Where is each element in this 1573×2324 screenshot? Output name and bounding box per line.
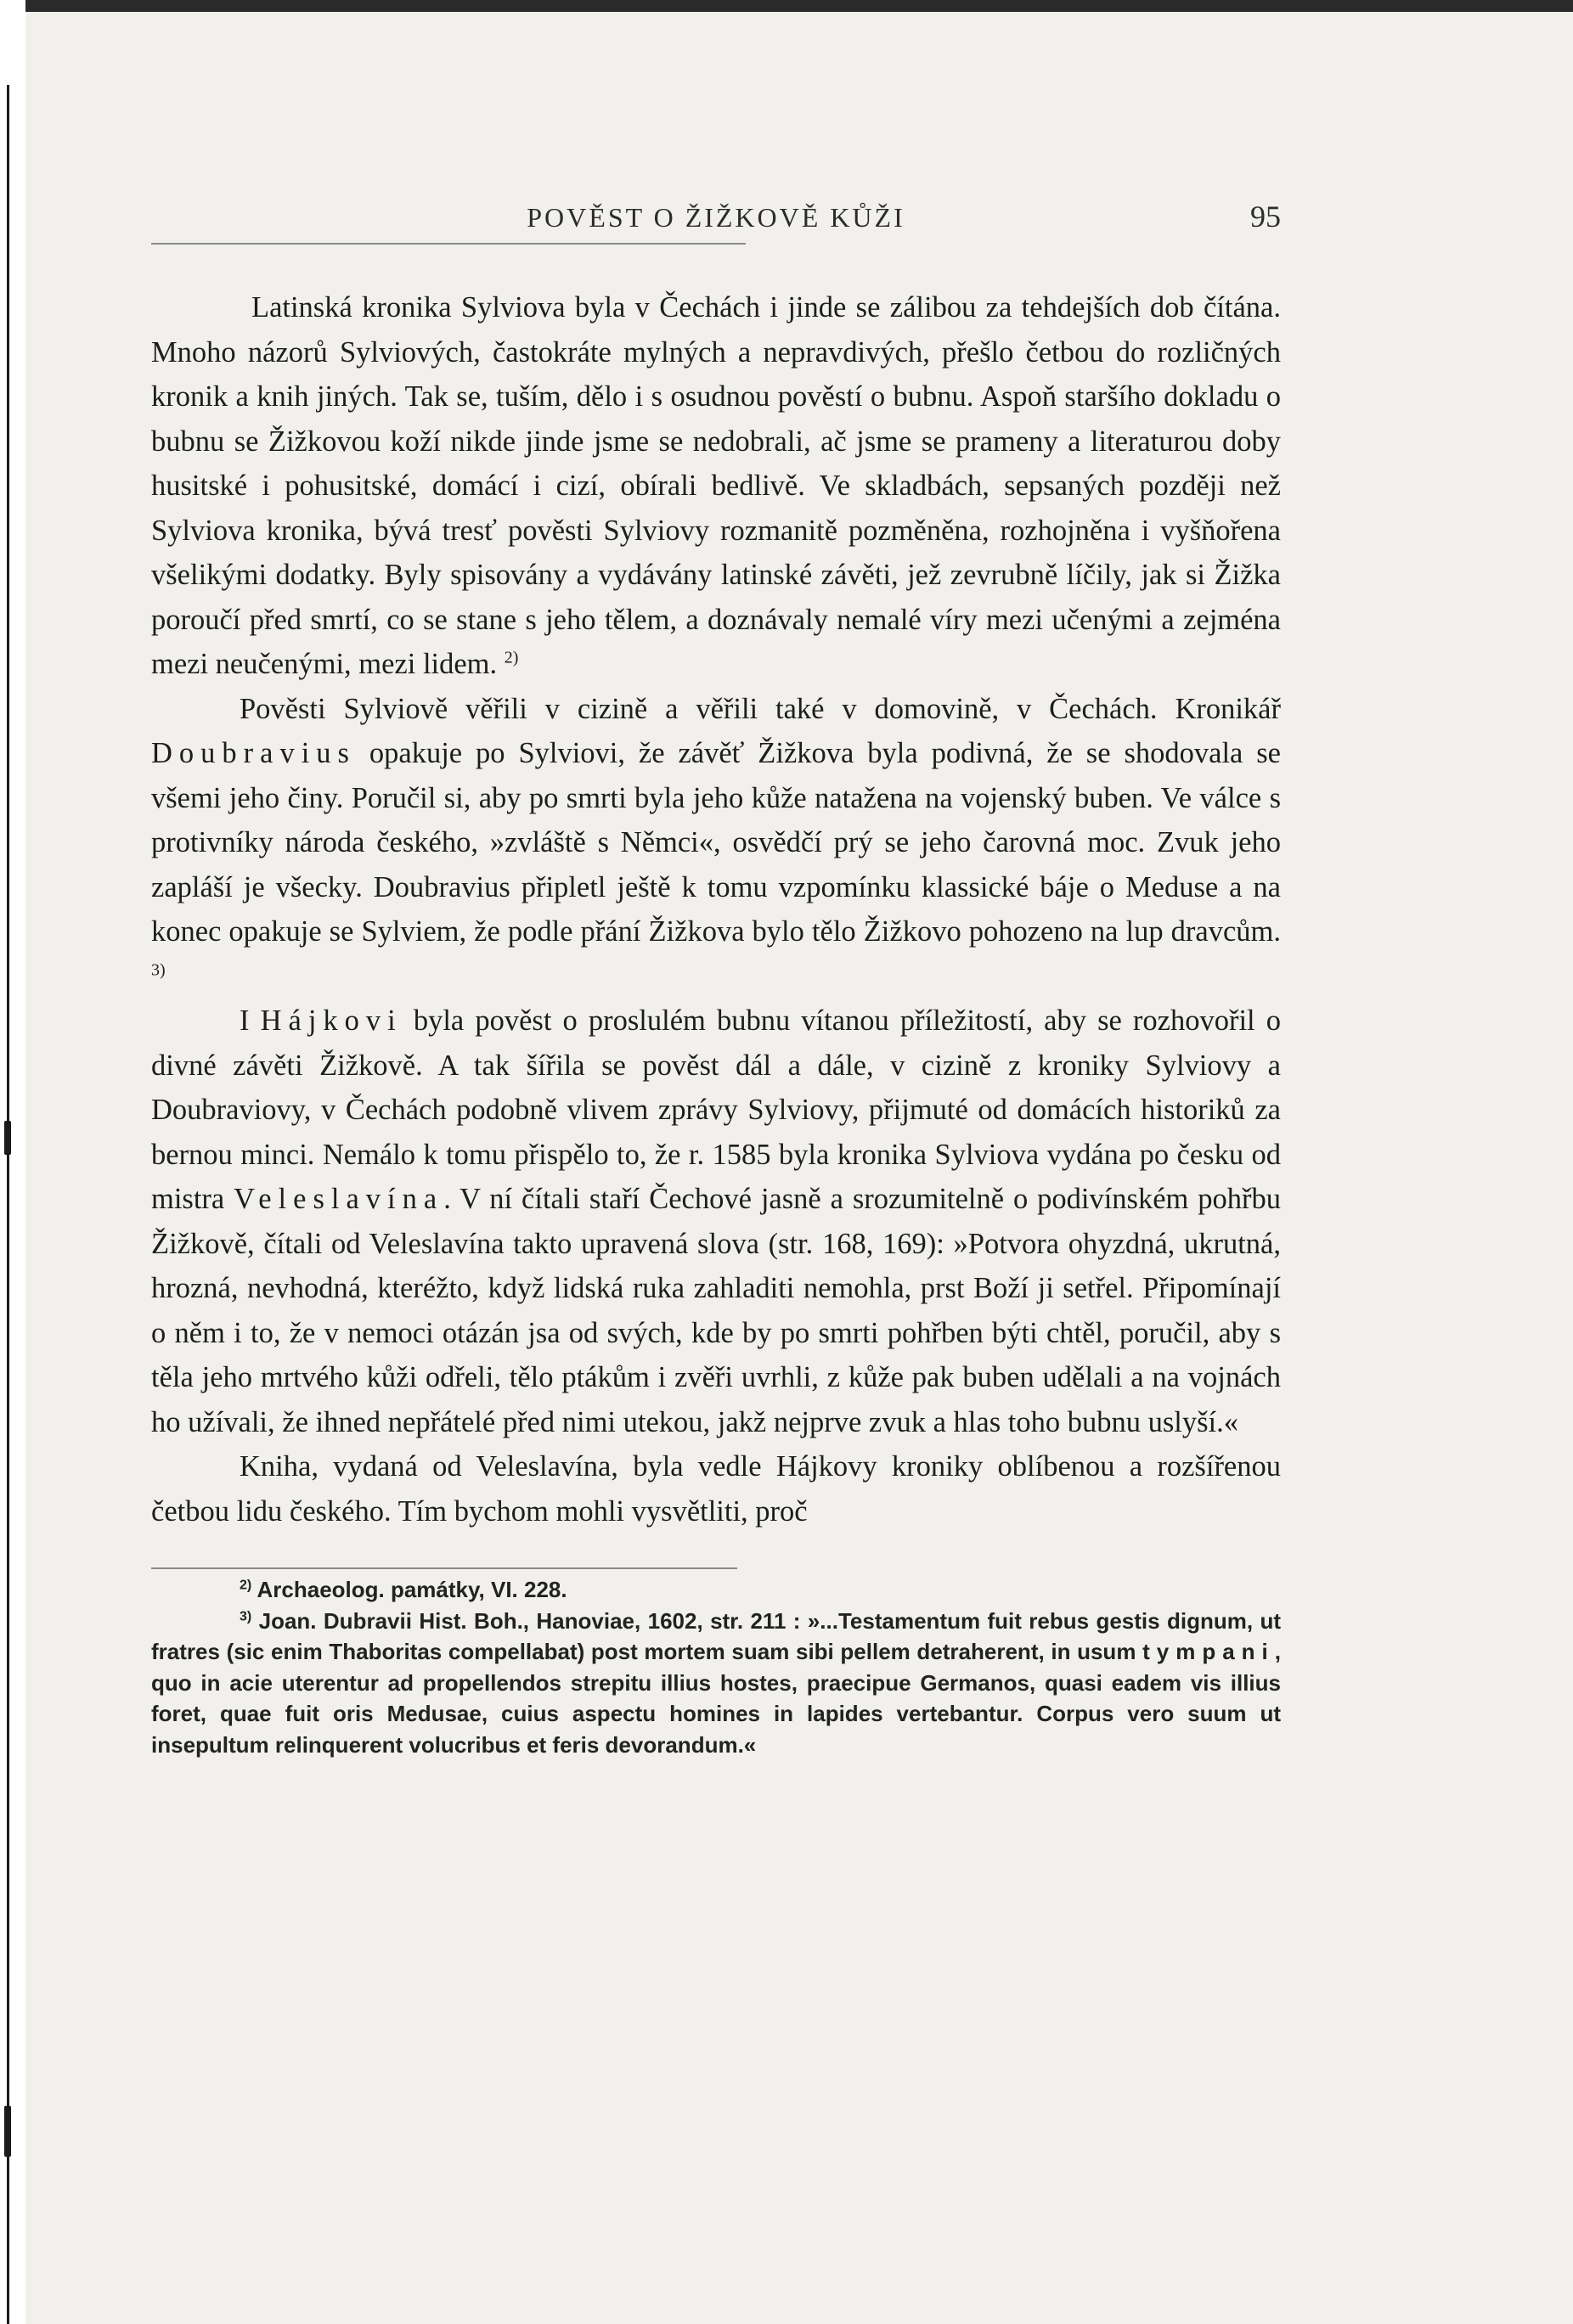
name-doubravius: Doubravius: [151, 737, 356, 769]
paragraph-3-text-a: I: [240, 1004, 261, 1037]
name-veleslavin: Veleslavína: [234, 1183, 444, 1215]
footnote-3-mark: 3): [240, 1608, 252, 1623]
paragraph-2-text-a: Pověsti Sylviově věřili v cizině a věřili také v domovině, v Čechách. Kronikář: [240, 692, 1281, 725]
book-page: [151, 194, 1281, 1760]
footnote-2-mark: 2): [240, 1578, 252, 1593]
paragraph-2-text-b: opakuje po Sylviovi, že závěť Žižkova byla podivná, že se shodovala se všemi jeho činy. Poručil si, aby po smrti byla jeho kůže natažena na vojenský buben. Ve válce s protivníky národa českého, »zvláště s Němci«, osvědčí prý se jeho čarovná moc. Zvuk jeho zapláší je všecky. Doubravius připletl ještě k tomu vzpomínku klassické báje o Meduse a na konec opakuje se Sylviem, že podle přání Žižkova bylo tělo Žižkovo pohozeno na lup dravcům.: [151, 737, 1281, 948]
paragraph-4-text: Kniha, vydaná od Veleslavína, byla vedle Hájkovy kroniky oblíbenou a rozšířenou četbou lidu českého. Tím bychom mohli vysvětliti, proč: [151, 1450, 1281, 1528]
paragraph-2: [151, 687, 1281, 999]
footnotes: [151, 1574, 1281, 1760]
footnote-ref-3: 3): [151, 960, 166, 979]
running-head-title: POVĚST O ŽIŽKOVĚ KŮŽI: [527, 202, 905, 233]
scan-top-edge: [0, 0, 1573, 12]
paragraph-3: [151, 999, 1281, 1444]
page-number: 95: [1250, 200, 1281, 234]
scan-left-margin: [0, 0, 25, 2324]
body-text: [151, 285, 1281, 1533]
paragraph-3-text-b: byla pověst o proslulém bubnu vítanou příležitostí, aby se rozhovořil o divné závěti Žižkově. A tak šířila se pověst dál a dále, v cizině z kroniky Sylviovy a Doubraviovy, v Čechách podobně vlivem zprávy Sylviovy, přijmuté od domácích historiků za bernou minci. Nemálo k tomu přispělo to, že r. 1585 byla kronika Sylviova vydána po česku od mistra: [151, 1004, 1281, 1215]
footnote-3-emphasis: tympani: [1142, 1639, 1275, 1664]
footnote-ref-2: 2): [504, 648, 519, 667]
paragraph-3-text-c: . V ní čítali staří Čechové jasně a srozumitelně o podivínském pohřbu Žižkově, čítali od Veleslavína takto upravená slova (str. 168, 169): »Potvora ohyzdná, ukrutná, hrozná, nevhodná, kteréžto, když lidská ruka zahladiti nemohla, prst Boží ji setřel. Připomínají o něm i to, že v nemoci otázán jsa od svých, kde by po smrti pohřben býti chtěl, poručil, aby s těla jeho mrtvého kůži odřeli, tělo ptákům i zvěři uvrhli, z kůže pak buben udělali a na vojnách ho užívali, že ihned nepřátelé před nimi utekou, jakž nejprve zvuk a hlas toho bubnu uslyší.«: [151, 1183, 1282, 1438]
footnote-rule: [151, 1567, 737, 1569]
footnote-3: [151, 1606, 1281, 1761]
footnote-2: [151, 1574, 1281, 1606]
paragraph-1: [151, 285, 1281, 687]
scan-binding-line: [7, 85, 9, 2324]
scan-binding-mark: [4, 1121, 11, 1155]
footnote-3-text-b: , quo in acie uterentur ad propellendos strepitu illius hostes, praecipue Germanos, quasi eadem vis illius foret, quae fuit oris Medusae, cuius aspectu homines in lapides vertebantur. Corpus vero suum ut insepultum relinquerent volucribus et feris devorandum.«: [151, 1639, 1281, 1758]
name-hajek: Hájkovi: [260, 1004, 403, 1037]
header-rule: [151, 243, 746, 245]
scan-binding-mark: [4, 2106, 11, 2157]
paragraph-1-text: Latinská kronika Sylviova byla v Čechách i jinde se zálibou za tehdejších dob čítána. Mnoho názorů Sylviových, častokráte mylných a nepravdivých, přešlo četbou do rozličných kronik a knih jiných. Tak se, tuším, dělo i s osudnou pověstí o bubnu. Aspoň staršího dokladu o bubnu se Žižkovou koží nikde jinde jsme se nedobrali, ač jsme se prameny a literaturou doby husitské i pohusitské, domácí i cizí, obírali bedlivě. Ve skladbách, sepsaných později než Sylviova kronika, bývá tresť pověsti Sylviovy rozmanitě pozměněna, rozhojněna i vyšňořena všelikými dodatky. Byly spisovány a vydávány latinské závěti, jež zevrubně líčily, jak si Žižka poroučí před smrtí, co se stane s jeho tělem, a doznávaly nemalé víry mezi učenými a zejména mezi neučenými, mezi lidem.: [151, 291, 1281, 680]
running-head: [151, 194, 1281, 245]
footnote-3-text-a: Joan. Dubravii Hist. Boh., Hanoviae, 1602, str. 211 : »...Testamentum fuit rebus gestis dignum, ut fratres (sic enim Thaboritas compellabat) post mortem suam sibi pellem detraherent, in usum: [151, 1607, 1281, 1664]
footnote-2-text: Archaeolog. památky, VI. 228.: [251, 1577, 567, 1602]
paragraph-4: [151, 1444, 1281, 1533]
